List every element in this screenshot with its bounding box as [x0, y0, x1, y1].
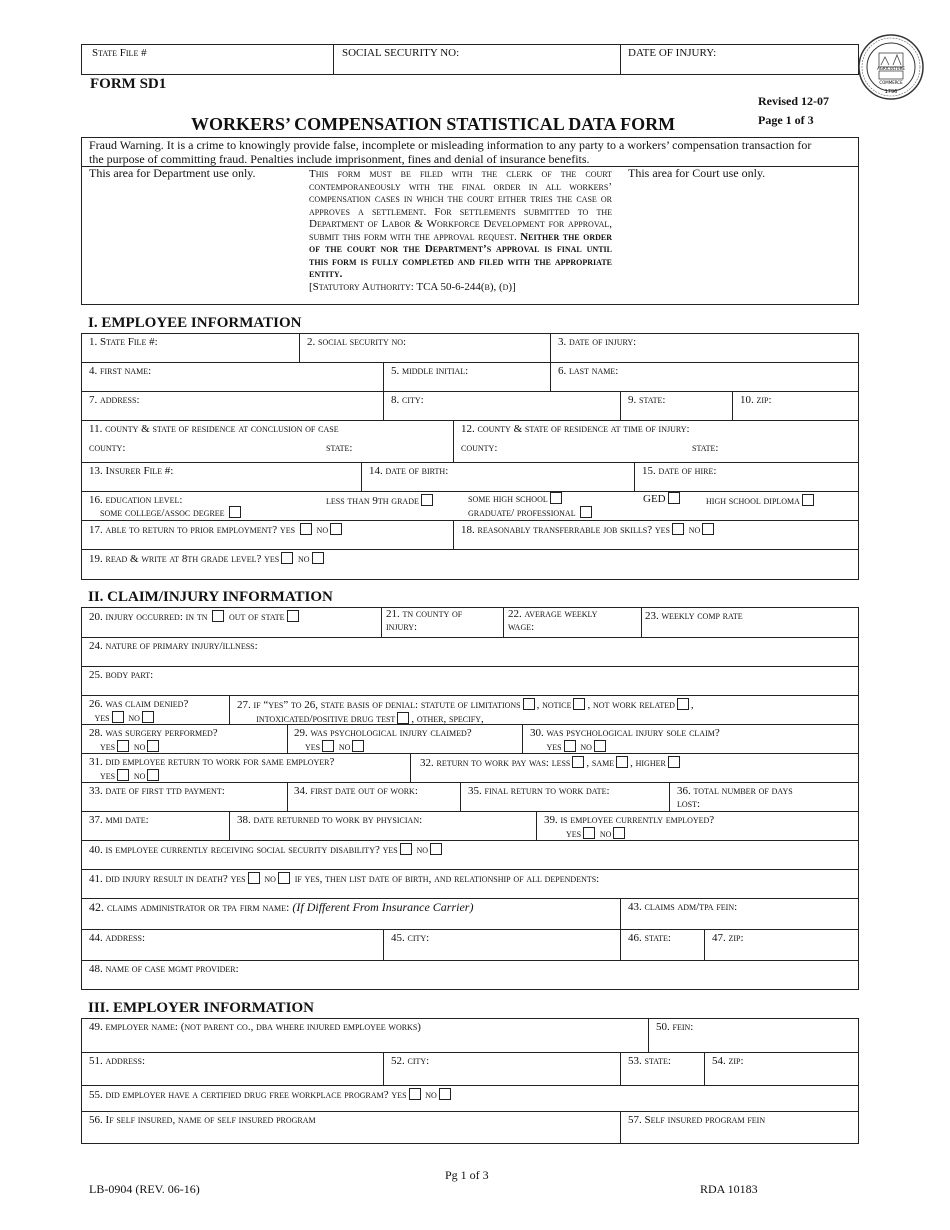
field-self-insured-name[interactable]: 56. If self insured, name of self insured program — [89, 1114, 316, 1126]
f20-out-of-state-checkbox[interactable] — [287, 610, 299, 622]
field-surgery-performed: 28. was surgery performed? yes no — [89, 727, 218, 753]
field-last-name[interactable]: 6. last name: — [558, 365, 619, 377]
field-date-returned-physician[interactable]: 38. date returned to work by physician: — [237, 814, 423, 826]
f28-yes-checkbox[interactable] — [117, 740, 129, 752]
header-state-file: State File # — [92, 47, 147, 59]
field-average-weekly-wage[interactable]: 22. average weekly wage: — [508, 608, 598, 633]
f26-no-checkbox[interactable] — [142, 711, 154, 723]
edu-some-college[interactable]: some college/assoc degree — [100, 506, 243, 520]
field-tn-county[interactable]: 21. tn county of injury: — [386, 608, 463, 633]
field-employer-address[interactable]: 51. address: — [89, 1055, 146, 1067]
field-currently-employed: 39. is employee currently employed? yes no — [544, 814, 715, 840]
field-days-lost[interactable]: 36. total number of days lost: — [677, 785, 793, 810]
field-tpa-city[interactable]: 45. city: — [391, 932, 430, 944]
f27-drug-test-checkbox[interactable] — [397, 712, 409, 724]
field-return-pay: 32. return to work pay was: less , same , higher — [420, 756, 682, 770]
f28-no-checkbox[interactable] — [147, 740, 159, 752]
field-final-return[interactable]: 35. final return to work date: — [468, 785, 610, 797]
field-date-of-hire[interactable]: 15. date of hire: — [642, 465, 717, 477]
department-use-area: This area for Department use only. — [89, 166, 256, 180]
svg-text:AGRICULTURE: AGRICULTURE — [877, 66, 905, 71]
f31-no-checkbox[interactable] — [147, 769, 159, 781]
field-death: 41. did injury result in death? yes no if yes, then list date of birth, and relationship of all dependents: — [89, 873, 600, 885]
svg-text:1796: 1796 — [884, 89, 898, 95]
field-employer-state[interactable]: 53. state: — [628, 1055, 671, 1067]
field-tpa-name[interactable]: 42. claims administrator or tpa firm name: (If Different From Insurance Carrier) — [89, 900, 474, 914]
fraud-warning: Fraud Warning. It is a crime to knowingly provide false, incomplete or misleading information to any party to a workers’ compensation transaction for — [89, 138, 812, 152]
field-residence-conclusion: 11. county & state of residence at conclusion of case — [89, 423, 339, 435]
edu-graduate-checkbox[interactable] — [580, 506, 592, 518]
field-education-level: 16. education level: — [89, 494, 183, 506]
edu-less-than-9th[interactable]: less than 9th grade — [326, 494, 435, 508]
field-residence-injury-state[interactable]: state: — [692, 442, 719, 454]
footer-rda: RDA 10183 — [700, 1182, 758, 1196]
field-employer-name[interactable]: 49. employer name: (not parent co., dba where injured employee works) — [89, 1021, 421, 1033]
f27-not-work-related-checkbox[interactable] — [677, 698, 689, 710]
header-id-bar — [81, 44, 859, 75]
f17-yes-checkbox[interactable] — [300, 523, 312, 535]
page-title: WORKERS’ COMPENSATION STATISTICAL DATA FORM — [191, 114, 676, 134]
field-zip[interactable]: 10. zip: — [740, 394, 772, 406]
filing-notice: This form must be filed with the clerk of the court contemporaneously with the final order in all workers’ compensation cases in which the court either tries the case or approves a settlement. For settlements submitted to the Department of Labor & Workforce Development for approval, submit this form with the approval request. Neither the order of the court nor the Department’s approval is final until this form is fully completed and filed with the appropriate entity. [Statutory Authority: TCA 50-6-244(b), (d)] — [309, 168, 612, 293]
field-mmi-date[interactable]: 37. mmi date: — [89, 814, 149, 826]
f40-no-checkbox[interactable] — [430, 843, 442, 855]
f18-no-checkbox[interactable] — [702, 523, 714, 535]
f32-same-checkbox[interactable] — [616, 756, 628, 768]
section-employee-title: I. EMPLOYEE INFORMATION — [88, 315, 302, 331]
field-date-of-injury[interactable]: 3. date of injury: — [558, 336, 637, 348]
f29-yes-checkbox[interactable] — [322, 740, 334, 752]
field-residence-conclusion-county[interactable]: county: — [89, 442, 126, 454]
header-ssn: SOCIAL SECURITY NO: — [342, 47, 460, 59]
field-employer-fein[interactable]: 50. fein: — [656, 1021, 694, 1033]
field-residence-conclusion-state[interactable]: state: — [326, 442, 353, 454]
f55-yes-checkbox[interactable] — [409, 1088, 421, 1100]
f26-yes-checkbox[interactable] — [112, 711, 124, 723]
f40-yes-checkbox[interactable] — [400, 843, 412, 855]
f32-higher-checkbox[interactable] — [668, 756, 680, 768]
field-drug-free: 55. did employer have a certified drug free workplace program? yes no — [89, 1088, 453, 1102]
field-first-date-out[interactable]: 34. first date out of work: — [294, 785, 418, 797]
f29-no-checkbox[interactable] — [352, 740, 364, 752]
field-able-return-prior: 17. able to return to prior employment? yes no — [89, 523, 344, 537]
f30-yes-checkbox[interactable] — [564, 740, 576, 752]
f41-yes-checkbox[interactable] — [248, 872, 260, 884]
field-ss-disability: 40. is employee currently receiving social security disability? yes no — [89, 843, 444, 857]
edu-some-high-school-checkbox[interactable] — [550, 492, 562, 504]
f30-no-checkbox[interactable] — [594, 740, 606, 752]
field-tpa-address[interactable]: 44. address: — [89, 932, 146, 944]
field-state-file[interactable]: 1. State File #: — [89, 336, 158, 348]
field-ssn[interactable]: 2. social security no: — [307, 336, 407, 348]
form-id: FORM SD1 — [90, 76, 167, 92]
f39-yes-checkbox[interactable] — [583, 827, 595, 839]
field-self-insured-fein[interactable]: 57. Self insured program fein — [628, 1114, 766, 1126]
field-residence-injury: 12. county & state of residence at time of injury: — [461, 423, 690, 435]
field-basis-of-denial: 27. if “yes” to 26, state basis of denial: statute of limitations , notice , not work related , intoxicated/positive drug test , other, specify, — [237, 699, 694, 725]
field-employer-zip[interactable]: 54. zip: — [712, 1055, 744, 1067]
f20-in-tn-checkbox[interactable] — [212, 610, 224, 622]
footer-page: Pg 1 of 3 — [445, 1168, 489, 1182]
svg-text:COMMERCE: COMMERCE — [879, 80, 903, 85]
f32-less-checkbox[interactable] — [572, 756, 584, 768]
edu-ged-checkbox[interactable] — [668, 492, 680, 504]
f18-yes-checkbox[interactable] — [672, 523, 684, 535]
statutory-authority: [Statutory Authority: TCA 50-6-244(b), (d)] — [309, 280, 516, 293]
field-read-write-8th: 19. read & write at 8th grade level? yes no — [89, 552, 326, 566]
edu-high-school-diploma[interactable]: high school diploma — [706, 494, 816, 508]
f19-yes-checkbox[interactable] — [281, 552, 293, 564]
field-injury-occurred: 20. injury occurred: in tn out of state — [89, 610, 301, 624]
section-employer-title: III. EMPLOYER INFORMATION — [88, 1000, 314, 1016]
field-city[interactable]: 8. city: — [391, 394, 424, 406]
field-insurer-file[interactable]: 13. Insurer File #: — [89, 465, 174, 477]
field-psych-sole: 30. was psychological injury sole claim? yes no — [530, 727, 720, 753]
fraud-warning-line2: the purpose of committing fraud. Penalties include imprisonment, fines and denial of insurance benefits. — [89, 152, 590, 166]
employee-info-table — [81, 333, 859, 580]
field-residence-injury-county[interactable]: county: — [461, 442, 498, 454]
f17-no-checkbox[interactable] — [330, 523, 342, 535]
header-doi: DATE OF INJURY: — [628, 47, 717, 59]
field-middle-initial[interactable]: 5. middle initial: — [391, 365, 469, 377]
footer-form-number: LB-0904 (REV. 06-16) — [89, 1182, 200, 1196]
field-return-same-employer: 31. did employee return to work for same employer? yes no — [89, 756, 335, 782]
edu-less-than-9th-checkbox[interactable] — [421, 494, 433, 506]
field-tpa-state[interactable]: 46. state: — [628, 932, 671, 944]
edu-ged[interactable]: GED — [643, 492, 682, 506]
f39-no-checkbox[interactable] — [613, 827, 625, 839]
f27-notice-checkbox[interactable] — [573, 698, 585, 710]
revised-label: Revised 12-07 — [758, 94, 829, 108]
field-psych-claimed: 29. was psychological injury claimed? yes no — [294, 727, 472, 753]
field-date-of-birth[interactable]: 14. date of birth: — [369, 465, 449, 477]
f19-no-checkbox[interactable] — [312, 552, 324, 564]
field-first-name[interactable]: 4. first name: — [89, 365, 152, 377]
field-nature-of-injury[interactable]: 24. nature of primary injury/illness: — [89, 640, 258, 652]
field-state[interactable]: 9. state: — [628, 394, 666, 406]
state-seal-logo — [857, 33, 925, 101]
edu-graduate[interactable]: graduate/ professional — [468, 506, 594, 520]
field-tpa-zip[interactable]: 47. zip: — [712, 932, 744, 944]
f31-yes-checkbox[interactable] — [117, 769, 129, 781]
f41-no-checkbox[interactable] — [278, 872, 290, 884]
field-tpa-fein[interactable]: 43. claims adm/tpa fein: — [628, 901, 738, 913]
field-claim-denied: 26. was claim denied? yes no — [89, 698, 189, 724]
field-first-ttd[interactable]: 33. date of first ttd payment: — [89, 785, 225, 797]
edu-some-college-checkbox[interactable] — [229, 506, 241, 518]
section-claim-title: II. CLAIM/INJURY INFORMATION — [88, 589, 333, 605]
f55-no-checkbox[interactable] — [439, 1088, 451, 1100]
edu-some-high-school[interactable]: some high school — [468, 492, 564, 506]
f27-statute-checkbox[interactable] — [523, 698, 535, 710]
field-body-part[interactable]: 25. body part: — [89, 669, 154, 681]
edu-high-school-diploma-checkbox[interactable] — [802, 494, 814, 506]
field-case-mgmt[interactable]: 48. name of case mgmt provider: — [89, 963, 239, 975]
court-use-area: This area for Court use only. — [628, 166, 766, 180]
page-count: Page 1 of 3 — [758, 113, 814, 127]
field-address[interactable]: 7. address: — [89, 394, 140, 406]
field-transferable-skills: 18. reasonably transferrable job skills? yes no — [461, 523, 716, 537]
field-weekly-comp-rate[interactable]: 23. weekly comp rate — [645, 610, 743, 622]
field-employer-city[interactable]: 52. city: — [391, 1055, 430, 1067]
